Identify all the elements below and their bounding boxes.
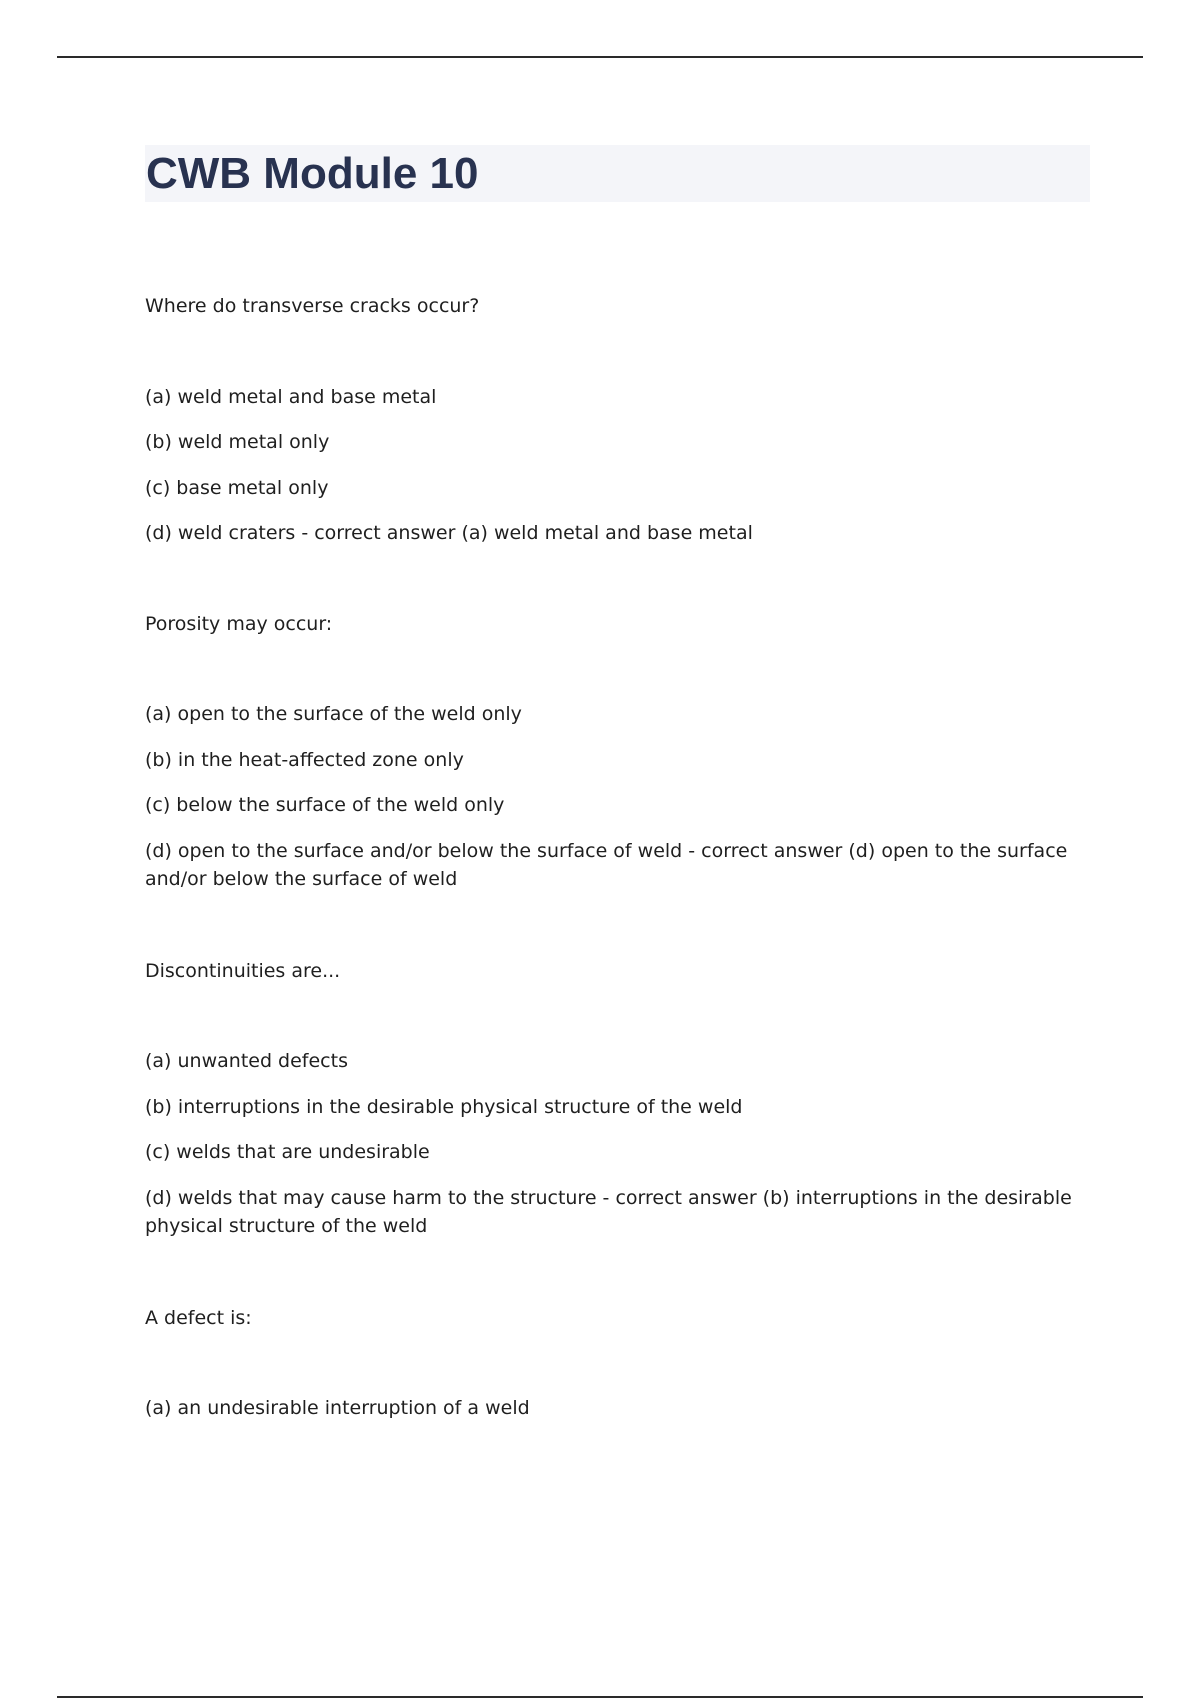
question-1-option-a: (a) weld metal and base metal (145, 386, 437, 408)
document-title: CWB Module 10 (146, 149, 479, 198)
question-4-option-a: (a) an undesirable interruption of a weld (145, 1397, 530, 1419)
question-3-option-c: (c) welds that are undesirable (145, 1141, 430, 1163)
question-2-prompt: Porosity may occur: (145, 613, 333, 635)
question-1-option-d: (d) weld craters - correct answer (a) weld metal and base metal (145, 522, 753, 544)
top-divider (57, 56, 1143, 58)
question-3-option-a: (a) unwanted defects (145, 1050, 348, 1072)
question-2-option-b: (b) in the heat-affected zone only (145, 749, 464, 771)
bottom-divider (57, 1696, 1143, 1698)
question-3-prompt: Discontinuities are... (145, 960, 341, 982)
question-2-option-a: (a) open to the surface of the weld only (145, 703, 522, 725)
question-1-prompt: Where do transverse cracks occur? (145, 295, 480, 317)
question-1-option-b: (b) weld metal only (145, 431, 330, 453)
question-3-option-b: (b) interruptions in the desirable physical structure of the weld (145, 1096, 743, 1118)
question-2-option-c: (c) below the surface of the weld only (145, 794, 505, 816)
question-2-option-d: (d) open to the surface and/or below the surface of weld - correct answer (d) open to the surface and/or below the surface of weld (145, 840, 1068, 890)
question-4-prompt: A defect is: (145, 1307, 252, 1329)
question-1-option-c: (c) base metal only (145, 477, 329, 499)
question-3-option-d: (d) welds that may cause harm to the structure - correct answer (b) interruptions in the desirable physical structure of the weld (145, 1187, 1072, 1237)
